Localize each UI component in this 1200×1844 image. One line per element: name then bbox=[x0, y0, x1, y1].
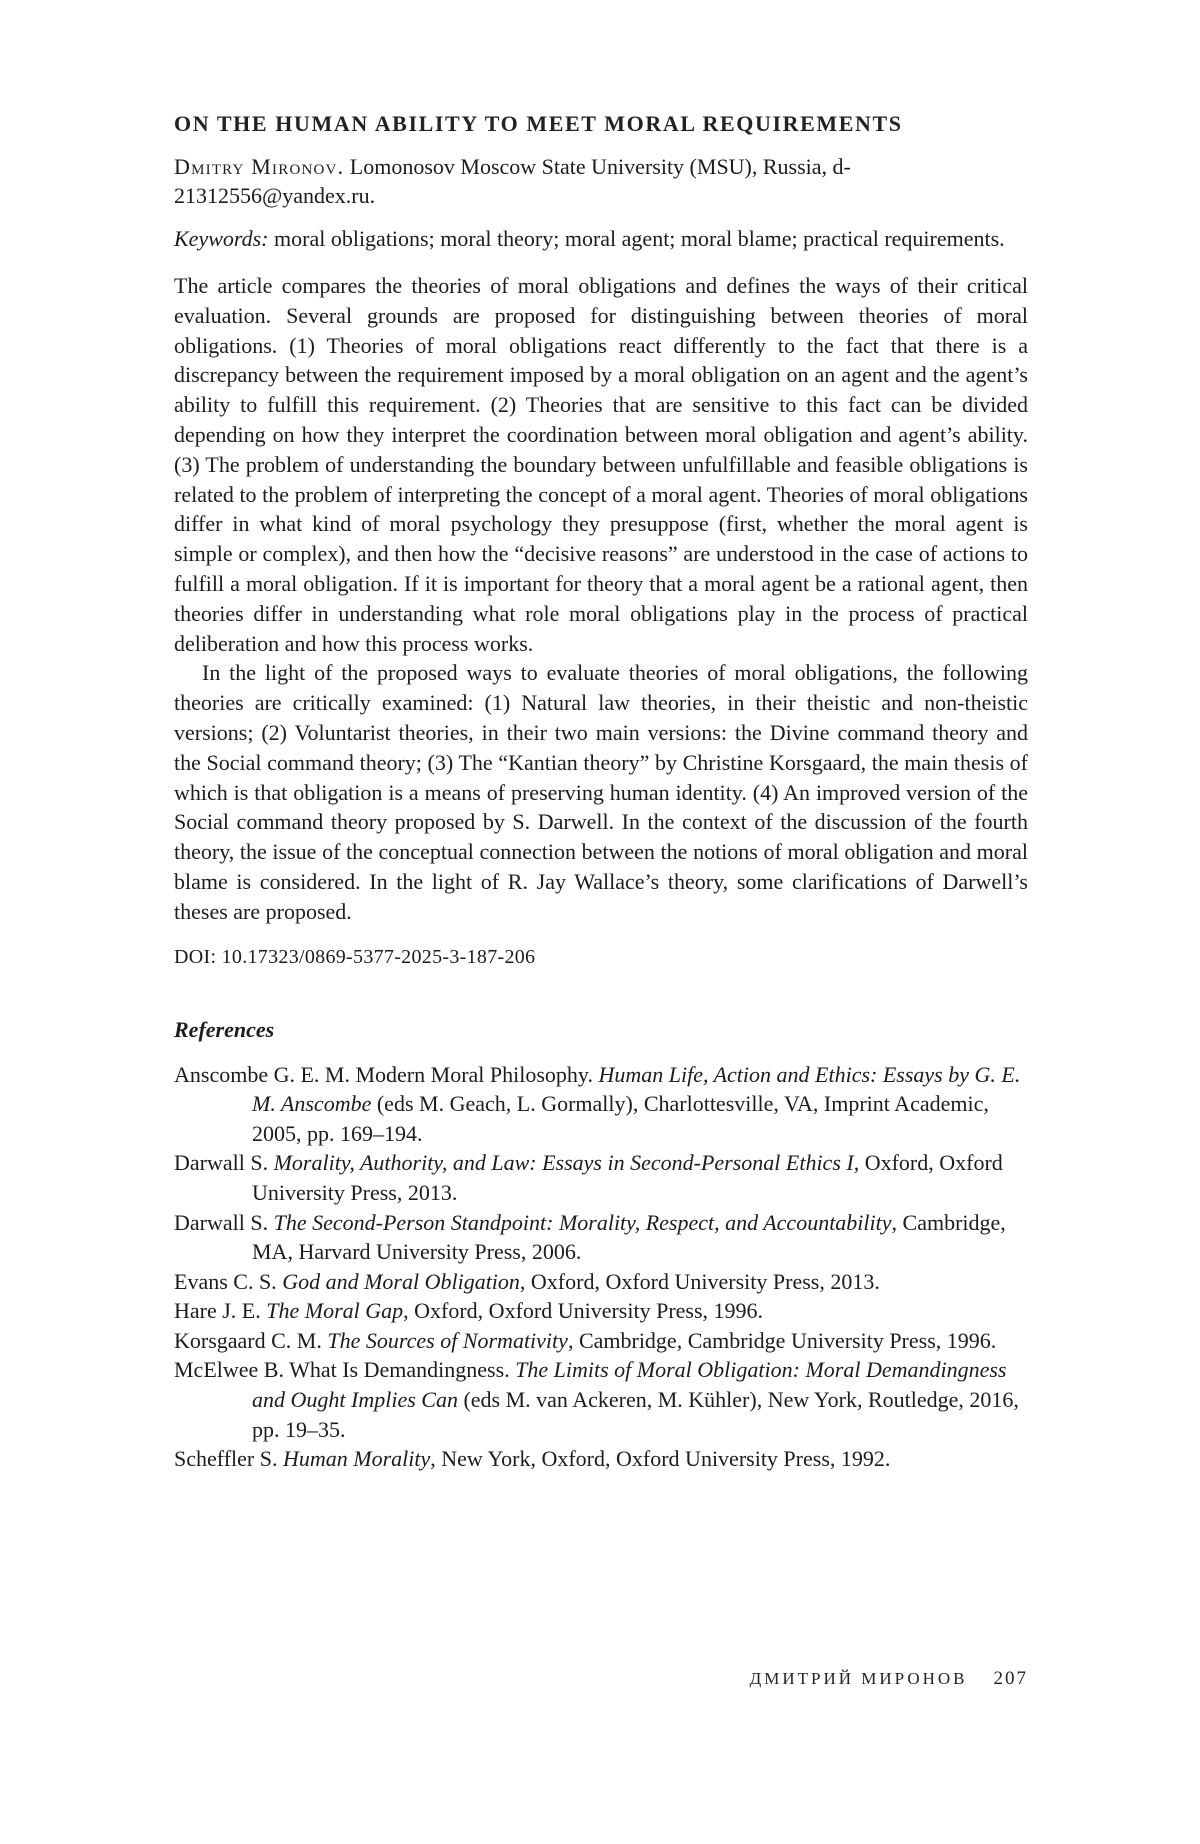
running-head: ДМИТРИЙ МИРОНОВ bbox=[749, 1669, 968, 1688]
reference-item bbox=[174, 1326, 1028, 1356]
reference-item bbox=[174, 1355, 1028, 1444]
keywords-text: moral obligations; moral theory; moral agent; moral blame; practical requirements. bbox=[268, 226, 1005, 251]
reference-text: (eds M. van Ackeren, M. Kühler), New York, Routledge, 2016, pp. 19–35. bbox=[252, 1387, 1019, 1442]
reference-item bbox=[174, 1208, 1028, 1267]
reference-item bbox=[174, 1148, 1028, 1207]
reference-title: Human Life, Action and Ethics: Essays by G. E. M. Anscombe bbox=[252, 1061, 1021, 1117]
reference-title: Human Morality bbox=[282, 1446, 431, 1472]
reference-item bbox=[174, 1267, 1028, 1297]
reference-text: Korsgaard C. M. bbox=[174, 1327, 328, 1353]
reference-title: God and Moral Obligation bbox=[282, 1268, 520, 1294]
reference-title: The Second-Person Standpoint: Morality, Respect, and Accountability bbox=[273, 1209, 892, 1235]
author-line bbox=[174, 152, 1028, 210]
reference-text: , Oxford, Oxford University Press, 2013. bbox=[252, 1150, 1003, 1205]
reference-item bbox=[174, 1296, 1028, 1326]
page-footer bbox=[750, 1668, 1028, 1690]
reference-text: Darwall S. bbox=[174, 1150, 274, 1176]
keywords-line bbox=[174, 224, 1028, 253]
reference-title: The Sources of Normativity bbox=[327, 1327, 568, 1353]
abstract bbox=[174, 271, 1028, 927]
reference-text: , Cambridge, MA, Harvard University Press, 2006. bbox=[252, 1209, 1006, 1265]
author-name: Dmitry Mironov. bbox=[174, 154, 345, 179]
reference-text: Evans C. S. bbox=[174, 1268, 283, 1294]
reference-text: , Cambridge, Cambridge University Press, 1996. bbox=[567, 1327, 997, 1353]
reference-text: Scheffler S. bbox=[174, 1446, 283, 1472]
reference-title: The Limits of Moral Obligation: Moral Demandingness and Ought Implies Can bbox=[252, 1357, 1007, 1413]
author-affiliation: Lomonosov Moscow State University (MSU), Russia, d-21312556@yandex.ru. bbox=[174, 154, 851, 208]
reference-text: Hare J. E. bbox=[174, 1298, 267, 1324]
references-list bbox=[174, 1060, 1028, 1474]
reference-text: Darwall S. bbox=[174, 1209, 274, 1235]
references-heading: References bbox=[174, 1016, 275, 1042]
doi-line: DOI: 10.17323/0869-5377-2025-3-187-206 bbox=[174, 945, 536, 968]
abstract-paragraph-1: The article compares the theories of moral obligations and defines the ways of their critical evaluation. Several grounds are proposed for distinguishing between theories of moral obligations. (1) Theories of moral obligations react differently to the fact that there is a discrepancy between the requirement imposed by a moral obligation on an agent and the agent’s ability to fulfill this requirement. (2) Theories that are sensitive to this fact can be divided depending on how they interpret the coordination between moral obligation and agent’s ability. (3) The problem of understanding the boundary between unfulfillable and feasible obligations is related to the problem of interpreting the concept of a moral agent. Theories of moral obligations differ in what kind of moral psychology they presuppose (first, whether the moral agent is simple or complex), and then how the “decisive reasons” are understood in the case of actions to fulfill a moral obligation. If it is important for theory that a moral agent be a rational agent, then theories differ in understanding what role moral obligations play in the process of practical deliberation and how this process works. bbox=[174, 273, 1028, 656]
reference-title: Morality, Authority, and Law: Essays in Second-Personal Ethics I bbox=[273, 1150, 854, 1176]
abstract-paragraph-2: In the light of the proposed ways to evaluate theories of moral obligations, the following theories are critically examined: (1) Natural law theories, in their theistic and non-theistic versions; (2) Voluntarist theories, in their two main versions: the Divine command theory and the Social command theory; (3) The “Kantian theory” by Christine Korsgaard, the main thesis of which is that obligation is a means of preserving human identity. (4) An improved version of the Social command theory proposed by S. Darwell. In the context of the discussion of the fourth theory, the issue of the conceptual connection between the notions of moral obligation and moral blame is considered. In the light of R. Jay Wallace’s theory, some clarifications of Darwell’s theses are proposed. bbox=[174, 660, 1028, 924]
reference-item bbox=[174, 1444, 1028, 1474]
article-title: ON THE HUMAN ABILITY TO MEET MORAL REQUIREMENTS bbox=[174, 111, 903, 136]
article-page bbox=[174, 110, 1028, 1474]
reference-text: (eds M. Geach, L. Gormally), Charlottesville, VA, Imprint Academic, 2005, pp. 169–194. bbox=[252, 1091, 989, 1146]
reference-text: , Oxford, Oxford University Press, 2013. bbox=[519, 1268, 880, 1294]
keywords-label: Keywords: bbox=[174, 226, 269, 251]
reference-text: , Oxford, Oxford University Press, 1996. bbox=[403, 1298, 764, 1324]
reference-text: McElwee B. What Is Demandingness. bbox=[174, 1357, 516, 1383]
reference-item bbox=[174, 1060, 1028, 1149]
reference-title: The Moral Gap bbox=[266, 1298, 404, 1324]
page-number: 207 bbox=[993, 1668, 1028, 1689]
reference-text: Anscombe G. E. M. Modern Moral Philosophy. bbox=[174, 1061, 599, 1087]
reference-text: , New York, Oxford, Oxford University Press, 1992. bbox=[430, 1446, 891, 1472]
